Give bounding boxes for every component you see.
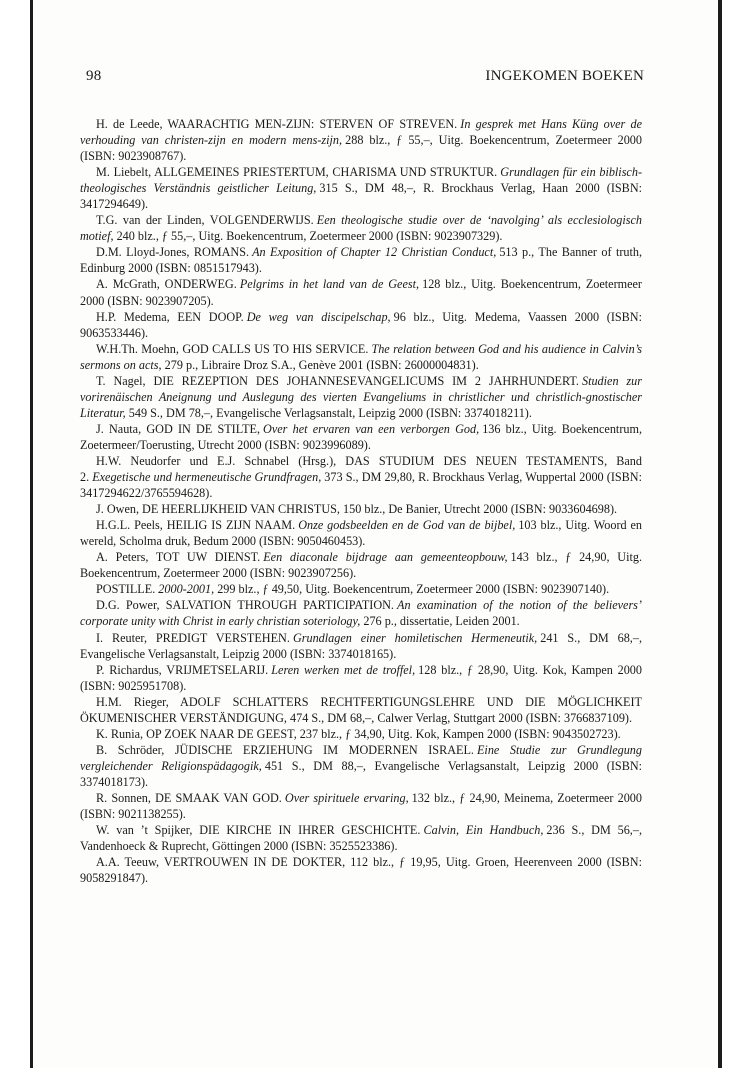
entry-subtitle: 2000-2001, <box>158 582 215 597</box>
entry-author-title: H.G.L. Peels, HEILIG IS ZIJN NAAM. <box>96 518 296 533</box>
entry-details: 136 blz., Uitg. Boekencentrum, Zoetermeer/Toerusting, Utrecht 2000 (ISBN: 9023996089). <box>80 421 642 452</box>
book-entry <box>80 164 642 212</box>
book-entry <box>80 549 642 581</box>
entry-details: 549 S., DM 78,–, Evangelische Verlagsanstalt, Leipzig 2000 (ISBN: 3374018211). <box>128 405 532 420</box>
book-entry <box>80 597 642 629</box>
page-number: 98 <box>86 68 102 84</box>
entry-details: 288 blz., ƒ 55,–, Uitg. Boekencentrum, Zoetermeer 2000 (ISBN: 9023908767). <box>80 133 642 164</box>
book-entry <box>80 694 642 726</box>
book-entry <box>80 244 642 276</box>
entry-author-title: B. Schröder, JÜDISCHE ERZIEHUNG IM MODERNEN ISRAEL. <box>96 742 474 757</box>
entry-details: 236 S., DM 56,–, Vandenhoeck & Ruprecht, Göttingen 2000 (ISBN: 3525523386). <box>80 823 642 854</box>
book-entry <box>80 421 642 453</box>
entry-subtitle: Over het ervaren van een verborgen God, <box>263 421 480 436</box>
entry-subtitle: In gesprek met Hans Küng over de verhouding van christen-zijn en modern mens-zijn, <box>80 117 642 148</box>
entry-subtitle: An Exposition of Chapter 12 Christian Conduct, <box>252 245 497 260</box>
entry-details: 315 S., DM 48,–, R. Brockhaus Verlag, Haan 2000 (ISBN: 3417294649). <box>80 181 643 212</box>
book-entry <box>80 453 642 501</box>
entry-author-title: T. Nagel, DIE REZEPTION DES JOHANNESEVANGELICUMS IM 2 JAHRHUNDERT. <box>96 373 579 388</box>
entry-details: 128 blz., Uitg. Boekencentrum, Zoetermeer 2000 (ISBN: 9023907205). <box>80 277 642 308</box>
entry-details: 240 blz., ƒ 55,–, Uitg. Boekencentrum, Zoetermeer 2000 (ISBN: 9023907329). <box>116 229 503 244</box>
book-entry <box>80 517 642 549</box>
section-title: INGEKOMEN BOEKEN <box>485 68 644 84</box>
book-list <box>80 116 642 886</box>
entry-subtitle: Exegetische und hermeneutische Grundfragen, <box>92 470 322 485</box>
entry-details: 103 blz., Uitg. Woord en wereld, Scholma druk, Bedum 2000 (ISBN: 9050460453). <box>80 518 642 549</box>
entry-subtitle: De weg van discipelschap, <box>246 309 391 324</box>
entry-author-title: R. Sonnen, DE SMAAK VAN GOD. <box>96 790 282 805</box>
entry-subtitle: Calvin, Ein Handbuch, <box>423 823 544 838</box>
entry-subtitle: Over spirituele ervaring, <box>284 790 409 805</box>
entry-author-title: D.M. Lloyd-Jones, ROMANS. <box>96 245 250 260</box>
entry-author-title: H. de Leede, WAARACHTIG MEN-ZIJN: STERVEN OF STREVEN. <box>96 117 458 131</box>
entry-subtitle: Pelgrims in het land van de Geest, <box>239 277 420 292</box>
book-entry <box>80 116 642 164</box>
entry-author-title: K. Runia, OP ZOEK NAAR DE GEEST, 237 blz., ƒ 34,90, Uitg. Kok, Kampen 2000 (ISBN: 9043502723). <box>96 726 621 741</box>
entry-author-title: J. Owen, DE HEERLIJKHEID VAN CHRISTUS, 150 blz., De Banier, Utrecht 2000 (ISBN: 9033604698). <box>96 502 618 517</box>
entry-author-title: J. Nauta, GOD IN DE STILTE, <box>96 421 260 436</box>
entry-subtitle: Grundlagen für ein biblisch-theologisches Verständnis geistlicher Leitung, <box>80 165 642 196</box>
entry-author-title: W. van ’t Spijker, DIE KIRCHE IN IHRER GESCHICHTE. <box>96 823 421 838</box>
entry-subtitle: Een diaconale bijdrage aan gemeenteopbouw, <box>263 550 508 565</box>
entry-details: 299 blz., ƒ 49,50, Uitg. Boekencentrum, Zoetermeer 2000 (ISBN: 9023907140). <box>217 582 610 597</box>
book-entry <box>80 726 642 742</box>
entry-author-title: H.P. Medema, EEN DOOP. <box>96 309 244 324</box>
book-entry <box>80 341 642 373</box>
entry-author-title: A. McGrath, ONDERWEG. <box>96 277 237 292</box>
entry-subtitle: Leren werken met de troffel, <box>271 662 416 677</box>
entry-details: 132 blz., ƒ 24,90, Meinema, Zoetermeer 2000 (ISBN: 9021138255). <box>80 790 642 822</box>
entry-details: 276 p., dissertatie, Leiden 2001. <box>363 614 520 629</box>
entry-subtitle: Onze godsbeelden en de God van de bijbel, <box>298 518 516 533</box>
entry-details: 373 S., DM 29,80, R. Brockhaus Verlag, Wuppertal 2000 (ISBN: 3417294622/3765594628). <box>80 470 642 501</box>
entry-subtitle: Grundlagen einer homiletischen Hermeneutik, <box>292 630 538 645</box>
entry-details: 451 S., DM 88,–, Evangelische Verlagsanstalt, Leipzig 2000 (ISBN: 3374018173). <box>80 758 643 789</box>
entry-author-title: A.A. Teeuw, VERTROUWEN IN DE DOKTER, 112 blz., ƒ 19,95, Uitg. Groen, Heerenveen 2000 (ISBN: 9058291847). <box>80 855 642 886</box>
book-entry <box>80 581 642 597</box>
book-entry <box>80 276 642 308</box>
entry-details: 513 p., The Banner of truth, Edinburg 2000 (ISBN: 0851517943). <box>80 245 643 276</box>
entry-author-title: T.G. van der Linden, VOLGENDERWIJS. <box>96 213 314 228</box>
entry-details: 128 blz., ƒ 28,90, Uitg. Kok, Kampen 2000 (ISBN: 9025951708). <box>80 662 642 693</box>
entry-subtitle: Een theologische studie over de ‘navolging’ als ecclesiologisch motief, <box>80 213 642 244</box>
entry-author-title: I. Reuter, PREDIGT VERSTEHEN. <box>96 630 290 645</box>
book-entry <box>80 822 642 854</box>
book-entry <box>80 309 642 341</box>
book-entry <box>80 212 642 244</box>
entry-subtitle: An examination of the notion of the believers’ corporate unity with Christ in early christian soteriology, <box>80 598 642 629</box>
entry-author-title: A. Peters, TOT UW DIENST. <box>96 550 261 565</box>
entry-author-title: POSTILLE. <box>96 582 156 597</box>
running-header <box>86 68 644 85</box>
entry-author-title: M. Liebelt, ALLGEMEINES PRIESTERTUM, CHARISMA UND STRUKTUR. <box>96 165 498 180</box>
entry-subtitle: Studien zur vorirenäischen Aneignung und Auslegung des vierten Evangeliums in christlicher und christlich-gnostischer Literatur, <box>80 373 642 420</box>
book-entry <box>80 790 642 822</box>
entry-author-title: H.W. Neudorfer und E.J. Schnabel (Hrsg.), DAS STUDIUM DES NEUEN TESTAMENTS, Band 2. <box>80 453 642 485</box>
entry-author-title: W.H.Th. Moehn, GOD CALLS US TO HIS SERVICE. <box>96 341 369 356</box>
book-entry <box>80 630 642 662</box>
book-entry <box>80 854 642 886</box>
book-entry <box>80 662 642 694</box>
entry-subtitle: Eine Studie zur Grundlegung vergleichender Religionspädagogik, <box>80 742 642 773</box>
book-entry <box>80 373 642 421</box>
entry-author-title: H.M. Rieger, ADOLF SCHLATTERS RECHTFERTIGUNGSLEHRE UND DIE MÖGLICHKEIT ÖKUMENISCHER VERSTÄNDIGUNG, 474 S., DM 68,–, Calwer Verlag, Stuttgart 2000 (ISBN: 3766837109). <box>80 694 642 725</box>
entry-details: 241 S., DM 68,–, Evangelische Verlagsanstalt, Leipzig 2000 (ISBN: 3374018165). <box>80 630 642 661</box>
entry-details: 279 p., Libraire Droz S.A., Genève 2001 (ISBN: 26000004831). <box>164 357 479 372</box>
entry-subtitle: The relation between God and his audience in Calvin’s sermons on acts, <box>80 341 642 372</box>
entry-author-title: P. Richardus, VRIJMETSELARIJ. <box>96 662 269 677</box>
book-entry <box>80 501 642 517</box>
entry-details: 143 blz., ƒ 24,90, Uitg. Boekencentrum, Zoetermeer 2000 (ISBN: 9023907256). <box>80 550 643 581</box>
entry-details: 96 blz., Uitg. Medema, Vaassen 2000 (ISBN: 9063533446). <box>80 309 642 340</box>
book-entry <box>80 742 642 790</box>
entry-author-title: D.G. Power, SALVATION THROUGH PARTICIPATION. <box>96 598 394 613</box>
